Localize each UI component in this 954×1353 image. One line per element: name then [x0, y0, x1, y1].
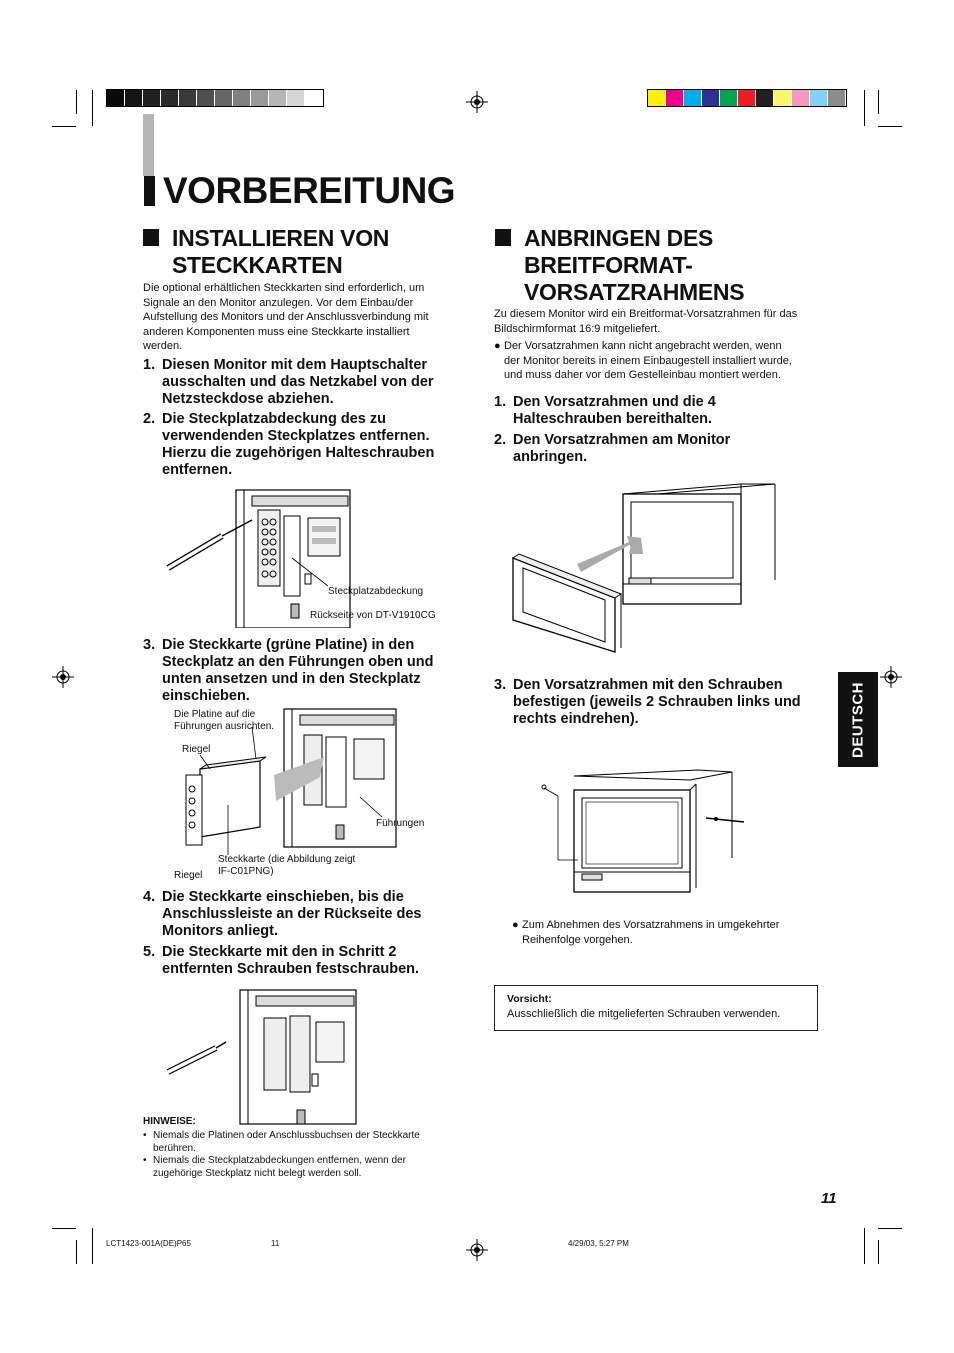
- figure-card-screwing: [160, 988, 360, 1126]
- notes-title: HINWEISE:: [143, 1116, 196, 1127]
- gray-swatch: [269, 90, 287, 106]
- gray-swatch: [305, 90, 323, 106]
- registration-mark-icon: [466, 1239, 488, 1261]
- label-align: Die Platine auf die Führungen ausrichten.: [174, 709, 275, 732]
- label-latch-top: Riegel: [182, 744, 211, 755]
- color-swatch: [792, 90, 810, 106]
- grayscale-calibration-bar: [106, 89, 324, 107]
- color-swatch: [648, 90, 666, 106]
- registration-mark-icon: [52, 666, 74, 688]
- color-swatch: [720, 90, 738, 106]
- caution-text: Ausschließlich die mitgelieferten Schrauben verwenden.: [507, 1008, 781, 1020]
- gray-swatch: [161, 90, 179, 106]
- color-swatch: [756, 90, 774, 106]
- registration-mark-icon: [466, 91, 488, 113]
- left-step-5: 5. Die Steckkarte mit den in Schritt 2 entfernten Schrauben festschrauben.: [143, 944, 420, 977]
- label-guides: Führungen: [376, 818, 425, 829]
- figure-frame-screws: [538, 768, 758, 898]
- registration-mark-icon: [880, 666, 902, 688]
- gray-swatch: [215, 90, 233, 106]
- gray-swatch: [125, 90, 143, 106]
- right-step-1: 1. Den Vorsatzrahmen und die 4 Halteschrauben bereithalten.: [494, 394, 716, 427]
- footer-page: 11: [271, 1239, 280, 1248]
- color-swatch: [738, 90, 756, 106]
- language-tab: DEUTSCH: [838, 672, 878, 767]
- gray-swatch: [287, 90, 305, 106]
- label-card: Steckkarte (die Abbildung zeigt IF-C01PNG): [218, 854, 356, 877]
- label-rear-model: Rückseite von DT-V1910CG: [310, 610, 436, 621]
- gray-swatch: [233, 90, 251, 106]
- label-latch-bottom: Riegel: [174, 870, 203, 881]
- right-intro: Zu diesem Monitor wird ein Breitformat-Vorsatzrahmen für das Bildschirmformat 16:9 mitgeliefert.: [494, 308, 798, 335]
- figure-frame-attach: [505, 480, 785, 660]
- color-swatch: [774, 90, 792, 106]
- footer-date: 4/29/03, 5:27 PM: [568, 1239, 629, 1248]
- section-heading-right: ANBRINGEN DES BREITFORMAT- VORSATZRAHMENS: [495, 225, 744, 306]
- gray-swatch: [197, 90, 215, 106]
- gray-swatch: [251, 90, 269, 106]
- gray-swatch: [107, 90, 125, 106]
- left-intro: Die optional erhältlichen Steckkarten sind erforderlich, um Signale an den Monitor anzulegen. Vor dem Einbau/der Aufstellung des Monitors und der Anschlussverbindung mit anderen Komponenten muss eine Steckkarte installiert werden.: [143, 282, 429, 352]
- right-bullet-2: ● Zum Abnehmen des Vorsatzrahmens in umgekehrter Reihenfolge vorgehen.: [512, 919, 780, 946]
- label-slot-cover: Steckplatzabdeckung: [328, 586, 424, 597]
- left-step-4: 4. Die Steckkarte einschieben, bis die Anschlussleiste an der Rückseite des Monitors anliegt.: [143, 889, 422, 939]
- color-swatch: [702, 90, 720, 106]
- accent-bar: [143, 114, 154, 176]
- gray-swatch: [179, 90, 197, 106]
- color-swatch: [666, 90, 684, 106]
- right-bullet-1: ● Der Vorsatzrahmen kann nicht angebracht werden, wenn der Monitor bereits in einem Einbaugestell installiert wurde, und muss daher vor dem Gestelleinbau montiert werden.: [494, 340, 792, 381]
- color-swatch: [810, 90, 828, 106]
- left-step-3: 3. Die Steckkarte (grüne Platine) in den Steckplatz an den Führungen oben und unten ansetzen und in den Steckplatz einschieben.: [143, 637, 434, 704]
- note-1: • Niemals die Platinen oder Anschlussbuchsen der Steckkarte berühren.: [143, 1130, 420, 1154]
- note-2: • Niemals die Steckplatzabdeckungen entfernen, wenn der zugehörige Steckplatz nicht belegt werden soll.: [143, 1155, 406, 1179]
- right-step-3: 3. Den Vorsatzrahmen mit den Schrauben befestigen (jeweils 2 Schrauben links und rechts eindrehen).: [494, 677, 801, 727]
- left-step-2: 2. Die Steckplatzabdeckung des zu verwendenden Steckplatzes entfernen. Hierzu die zugehörigen Halteschrauben entfernen.: [143, 411, 435, 478]
- figure-slot-cover-removal: [160, 486, 360, 628]
- left-step-1: 1. Diesen Monitor mit dem Hauptschalter ausschalten und das Netzkabel von der Netzsteckdose abziehen.: [143, 357, 434, 407]
- color-calibration-bar: [647, 89, 847, 107]
- right-step-2: 2. Den Vorsatzrahmen am Monitor anbringen.: [494, 432, 731, 465]
- section-heading-left: INSTALLIEREN VON STECKKARTEN: [143, 225, 389, 279]
- caution-title: Vorsicht:: [507, 993, 552, 1005]
- page-title: VORBEREITUNG: [144, 170, 455, 212]
- caution-box: [494, 985, 818, 1031]
- page-number: 11: [821, 1190, 837, 1207]
- color-swatch: [684, 90, 702, 106]
- color-swatch: [828, 90, 846, 106]
- footer-file: LCT1423-001A(DE)P65: [106, 1239, 191, 1248]
- gray-swatch: [143, 90, 161, 106]
